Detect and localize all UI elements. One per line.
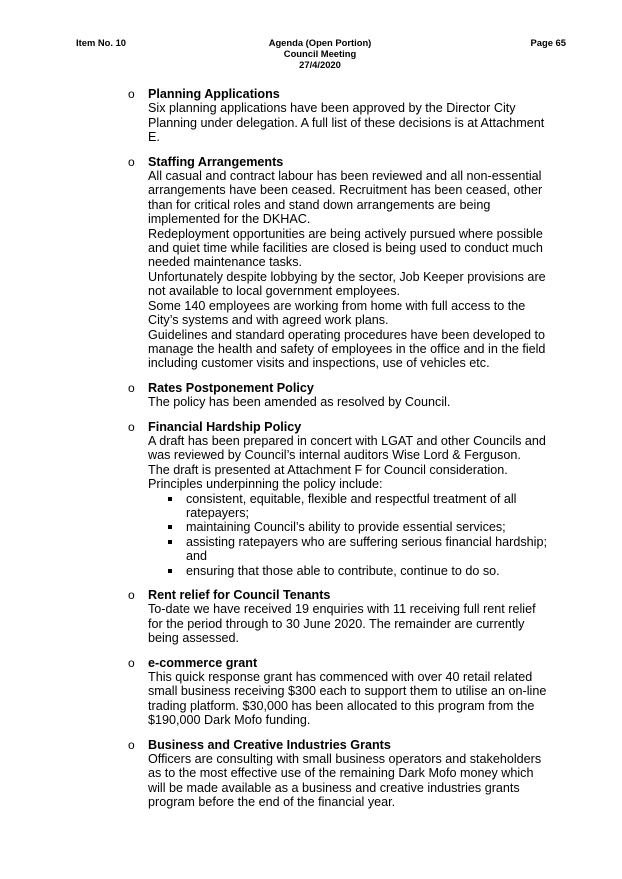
agenda-section bbox=[128, 381, 553, 410]
square-bullet-icon bbox=[168, 525, 172, 529]
square-bullet-icon bbox=[168, 540, 172, 544]
section-paragraph: Guidelines and standard operating procedures have been developed to manage the health and safety of employees in the office and in the field including customer visits and inspections, use of vehicles etc. bbox=[148, 327, 546, 371]
section-paragraph: This quick response grant has commenced with over 40 retail related small business receiving $300 each to support them to utilise an on-line trading platform. $30,000 has been allocated to this program from the $190,000 Dark Mofo funding. bbox=[148, 670, 547, 728]
agenda-header bbox=[0, 37, 622, 70]
square-bullet-icon bbox=[168, 497, 172, 501]
hollow-bullet-icon: o bbox=[128, 588, 135, 602]
list-item-text: maintaining Council’s ability to provide essential services; bbox=[186, 520, 506, 535]
section-title: Rates Postponement Policy bbox=[148, 380, 314, 395]
page-number: Page 65 bbox=[530, 37, 566, 48]
list-item bbox=[186, 520, 553, 534]
agenda-section bbox=[128, 87, 553, 145]
section-title: e-commerce grant bbox=[148, 655, 258, 670]
section-paragraph: A draft has been prepared in concert with LGAT and other Councils and was reviewed by Council’s internal auditors Wise Lord & Ferguson. bbox=[148, 433, 546, 463]
principles-list bbox=[148, 492, 553, 578]
section-paragraph: Redeployment opportunities are being actively pursued where possible and quiet time while facilities are closed is being used to conduct much needed maintenance tasks. bbox=[148, 226, 543, 270]
section-title: Financial Hardship Policy bbox=[148, 419, 302, 434]
hollow-bullet-icon: o bbox=[128, 380, 135, 395]
agenda-section bbox=[128, 656, 553, 728]
list-item-text: assisting ratepayers who are suffering serious financial hardship; and bbox=[186, 534, 547, 564]
agenda-section bbox=[128, 738, 553, 810]
section-paragraph: Six planning applications have been approved by the Director City Planning under delegation. A full list of these decisions is at Attachment E. bbox=[148, 101, 545, 145]
list-item-text: consistent, equitable, flexible and respectful treatment of all ratepayers; bbox=[186, 491, 517, 520]
meeting-name: Council Meeting bbox=[283, 48, 357, 59]
meeting-date: 27/4/2020 bbox=[299, 59, 341, 70]
agenda-section bbox=[128, 588, 553, 646]
section-paragraph: Principles underpinning the policy include: bbox=[148, 477, 383, 492]
agenda-section bbox=[128, 420, 553, 578]
list-item-text: ensuring that those able to contribute, continue to do so. bbox=[186, 563, 500, 578]
section-paragraph: The policy has been amended as resolved by Council. bbox=[148, 395, 451, 410]
section-paragraph: Some 140 employees are working from home with full access to the City’s systems and with agreed work plans. bbox=[148, 298, 526, 328]
section-title: Staffing Arrangements bbox=[148, 154, 284, 169]
section-paragraph: Officers are consulting with small business operators and stakeholders as to the most effective use of the remaining Dark Mofo money which will be made available as a business and creative industries grants program before the end of the financial year. bbox=[148, 752, 542, 810]
hollow-bullet-icon: o bbox=[128, 154, 135, 169]
section-title: Business and Creative Industries Grants bbox=[148, 737, 391, 752]
agenda-section bbox=[128, 155, 553, 371]
section-paragraph: The draft is presented at Attachment F for Council consideration. bbox=[148, 462, 508, 477]
section-paragraph: Unfortunately despite lobbying by the sector, Job Keeper provisions are not available to local government employees. bbox=[148, 269, 546, 299]
square-bullet-icon bbox=[168, 569, 172, 573]
document-body bbox=[128, 87, 553, 820]
agenda-title: Agenda (Open Portion) bbox=[268, 37, 372, 48]
list-item bbox=[186, 564, 553, 578]
list-item bbox=[186, 492, 553, 521]
section-paragraph: All casual and contract labour has been reviewed and all non-essential arrangements have been ceased. Recruitment has been ceased, other than for critical roles and stand down arrangements are being implemented for the DKHAC. bbox=[148, 169, 543, 227]
hollow-bullet-icon: o bbox=[128, 737, 135, 752]
section-paragraph: To-date we have received 19 enquiries with 11 receiving full rent relief for the period through to 30 June 2020. The remainder are currently being assessed. bbox=[148, 602, 536, 646]
hollow-bullet-icon: o bbox=[128, 419, 135, 434]
list-item bbox=[186, 535, 553, 564]
hollow-bullet-icon: o bbox=[128, 655, 135, 670]
section-title: Rent relief for Council Tenants bbox=[148, 588, 331, 602]
hollow-bullet-icon: o bbox=[128, 87, 135, 101]
item-number: Item No. 10 bbox=[76, 37, 127, 48]
section-title: Planning Applications bbox=[148, 87, 280, 101]
